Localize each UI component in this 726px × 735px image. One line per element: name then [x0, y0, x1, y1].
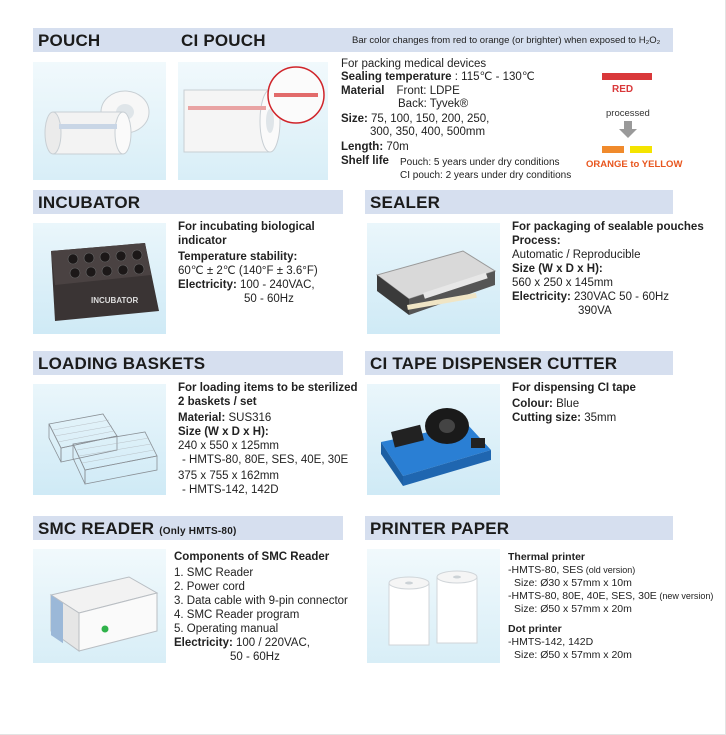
temp-stability-label	[178, 251, 297, 265]
baskets-models-1: - HMTS-80, 80E, SES, 40E, 30E	[182, 454, 349, 466]
baskets-models-2: - HMTS-142, 142D	[182, 484, 279, 496]
smc-title-text: SMC READER	[38, 519, 155, 538]
sealer-purpose	[512, 221, 704, 235]
incubator-purpose-2	[178, 235, 227, 249]
sealing-value: : 115℃ - 130℃	[451, 71, 535, 83]
ci-tape-header-bar	[365, 351, 673, 375]
sealer-electricity	[512, 291, 669, 305]
color-change-legend	[586, 62, 683, 180]
sealer-electricity-label: Electricity:	[512, 291, 571, 303]
temp-stability-text: Temperature stability:	[178, 251, 298, 263]
shelf-life-pouch: Pouch: 5 years under dry conditions	[400, 157, 560, 168]
sealer-electricity-value: 230VAC 50 - 60Hz	[570, 291, 670, 303]
legend-red-label: RED	[612, 84, 634, 95]
smc-title	[38, 519, 236, 539]
down-arrow-icon	[619, 121, 637, 139]
sealer-header-bar	[365, 190, 673, 214]
baskets-count	[178, 396, 257, 410]
orange-swatch	[602, 146, 624, 153]
sealer-process-value: Automatic / Reproducible	[512, 249, 641, 261]
thermal-old-version-note: (old version)	[583, 565, 636, 575]
smc-item-2: 2. Power cord	[174, 581, 245, 593]
thermal-printer-text: Thermal printer	[508, 551, 586, 563]
yellow-swatch	[630, 146, 652, 153]
thermal-old-size: Size: Ø30 x 57mm x 10m	[514, 577, 632, 589]
legend-processed-label: processed	[606, 108, 650, 119]
baskets-title: LOADING BASKETS	[38, 354, 206, 373]
ci-tape-cutting-value: 35mm	[581, 412, 617, 424]
ci-pouch-size	[341, 113, 489, 127]
sealer-size-text: Size (W x D x H):	[512, 263, 603, 275]
sealer-device-image	[367, 223, 500, 334]
smc-photo	[33, 549, 166, 663]
printer-header-bar	[365, 516, 673, 540]
smc-electricity-value: 100 / 220VAC,	[232, 637, 310, 649]
baskets-material-label: Material:	[178, 412, 226, 424]
length-value: 70m	[383, 141, 409, 153]
smc-frequency: 50 - 60Hz	[230, 651, 280, 663]
baskets-photo	[33, 384, 166, 495]
ci-tape-colour	[512, 398, 579, 412]
sealer-process-label	[512, 235, 561, 249]
shelf-life-ci-pouch: CI pouch: 2 years under dry conditions	[400, 170, 572, 181]
size-label: Size:	[341, 113, 368, 125]
incubator-frequency: 50 - 60Hz	[244, 293, 294, 305]
smc-components-title	[174, 551, 329, 565]
sealer-process-text: Process:	[512, 235, 561, 247]
thermal-printer-label	[508, 551, 585, 563]
ci-pouch-photo	[178, 62, 328, 180]
size-values-1: 75, 100, 150, 200, 250,	[367, 113, 490, 125]
sealer-title: SEALER	[370, 193, 441, 212]
smc-item-1: 1. SMC Reader	[174, 567, 254, 579]
ci-pouch-material	[341, 85, 460, 99]
dot-printer-models: -HMTS-142, 142D	[508, 636, 594, 648]
material-back: Back: Tyvek®	[398, 98, 469, 110]
shelf-life-label	[341, 155, 389, 169]
incubator-photo	[33, 223, 166, 334]
incubator-purpose-1	[178, 221, 315, 235]
pouch-photo	[33, 62, 166, 180]
thermal-new-models-text: -HMTS-80, 80E, 40E, SES, 30E	[508, 590, 657, 602]
ci-tape-purpose-text: For dispensing CI tape	[512, 382, 636, 394]
baskets-purpose	[178, 382, 358, 396]
ci-tape-colour-value: Blue	[552, 398, 580, 410]
incubator-title: INCUBATOR	[38, 193, 141, 212]
material-label: Material	[341, 85, 385, 97]
smc-electricity	[174, 637, 310, 651]
ci-pouch-title: CI POUCH	[181, 31, 266, 50]
sealer-photo	[367, 223, 500, 334]
pouch-title: POUCH	[38, 31, 101, 50]
pouch-roll-image	[33, 62, 166, 180]
baskets-count-text: 2 baskets / set	[178, 396, 257, 408]
ci-pouch-sealing	[341, 71, 535, 85]
smc-components-text: Components of SMC Reader	[174, 551, 330, 563]
pouch-header-bar	[33, 28, 673, 52]
ci-pouch-length	[341, 141, 409, 155]
smc-header-bar	[33, 516, 343, 540]
sealing-label: Sealing temperature	[341, 71, 452, 83]
baskets-header-bar	[33, 351, 343, 375]
incubator-electricity-label: Electricity:	[178, 279, 237, 291]
baskets-size-2: 375 x 755 x 162mm	[178, 470, 280, 482]
ci-tape-cutting	[512, 412, 616, 426]
smc-reader-image	[33, 549, 166, 663]
printer-title: PRINTER PAPER	[370, 519, 510, 538]
baskets-material	[178, 412, 271, 426]
incubator-device-label: INCUBATOR	[91, 296, 139, 305]
printer-paper-photo	[367, 549, 500, 663]
baskets-size-text: Size (W x D x H):	[178, 426, 269, 438]
incubator-purpose-text-2: indicator	[178, 235, 227, 247]
ci-pouch-roll-image	[178, 62, 328, 180]
incubator-device-image	[33, 223, 166, 334]
baskets-image	[33, 384, 166, 495]
smc-item-5: 5. Operating manual	[174, 623, 279, 635]
length-label: Length:	[341, 141, 384, 153]
ci-tape-cutting-label: Cutting size:	[512, 412, 581, 424]
baskets-size-1: 240 x 550 x 125mm	[178, 440, 280, 452]
sealer-size-label	[512, 263, 603, 277]
sealer-power: 390VA	[578, 305, 612, 317]
baskets-size-label	[178, 426, 269, 440]
ci-pouch-purpose: For packing medical devices	[341, 58, 487, 70]
smc-item-4: 4. SMC Reader program	[174, 609, 300, 621]
baskets-material-value: SUS316	[225, 412, 272, 424]
incubator-purpose-text-1: For incubating biological	[178, 221, 315, 233]
thermal-old-models	[508, 564, 635, 576]
smc-item-3: 3. Data cable with 9-pin connector	[174, 595, 348, 607]
printer-paper-rolls-image	[367, 549, 500, 663]
incubator-header-bar	[33, 190, 343, 214]
sealer-size-value: 560 x 250 x 145mm	[512, 277, 614, 289]
thermal-old-models-text: -HMTS-80, SES	[508, 564, 584, 576]
shelf-life-text: Shelf life	[341, 155, 389, 167]
legend-result-label: ORANGE to YELLOW	[586, 159, 683, 170]
material-front: Front: LDPE	[396, 85, 460, 97]
ci-tape-photo	[367, 384, 500, 495]
ci-tape-dispenser-image	[367, 384, 500, 495]
baskets-purpose-text: For loading items to be sterilized	[178, 382, 358, 394]
dot-printer-text: Dot printer	[508, 623, 562, 635]
thermal-new-version-note: (new version)	[656, 591, 714, 601]
ci-pouch-note: Bar color changes from red to orange (or brighter) when exposed to H₂O₂	[352, 35, 661, 46]
sealer-purpose-text: For packaging of sealable pouches	[512, 221, 704, 233]
temp-stability-value: 60℃ ± 2℃ (140°F ± 3.6°F)	[178, 265, 318, 277]
ci-tape-title: CI TAPE DISPENSER CUTTER	[370, 354, 618, 373]
ci-tape-colour-label: Colour:	[512, 398, 553, 410]
red-swatch	[602, 73, 652, 80]
dot-printer-size: Size: Ø50 x 57mm x 20m	[514, 649, 632, 661]
dot-printer-label	[508, 623, 562, 635]
ci-tape-purpose	[512, 382, 636, 396]
smc-title-note: (Only HMTS-80)	[159, 526, 237, 537]
incubator-electricity	[178, 279, 315, 293]
smc-electricity-label: Electricity:	[174, 637, 233, 649]
thermal-new-size: Size: Ø50 x 57mm x 20m	[514, 603, 632, 615]
size-values-2: 300, 350, 400, 500mm	[370, 126, 486, 138]
incubator-electricity-value: 100 - 240VAC,	[236, 279, 315, 291]
thermal-new-models	[508, 590, 713, 602]
